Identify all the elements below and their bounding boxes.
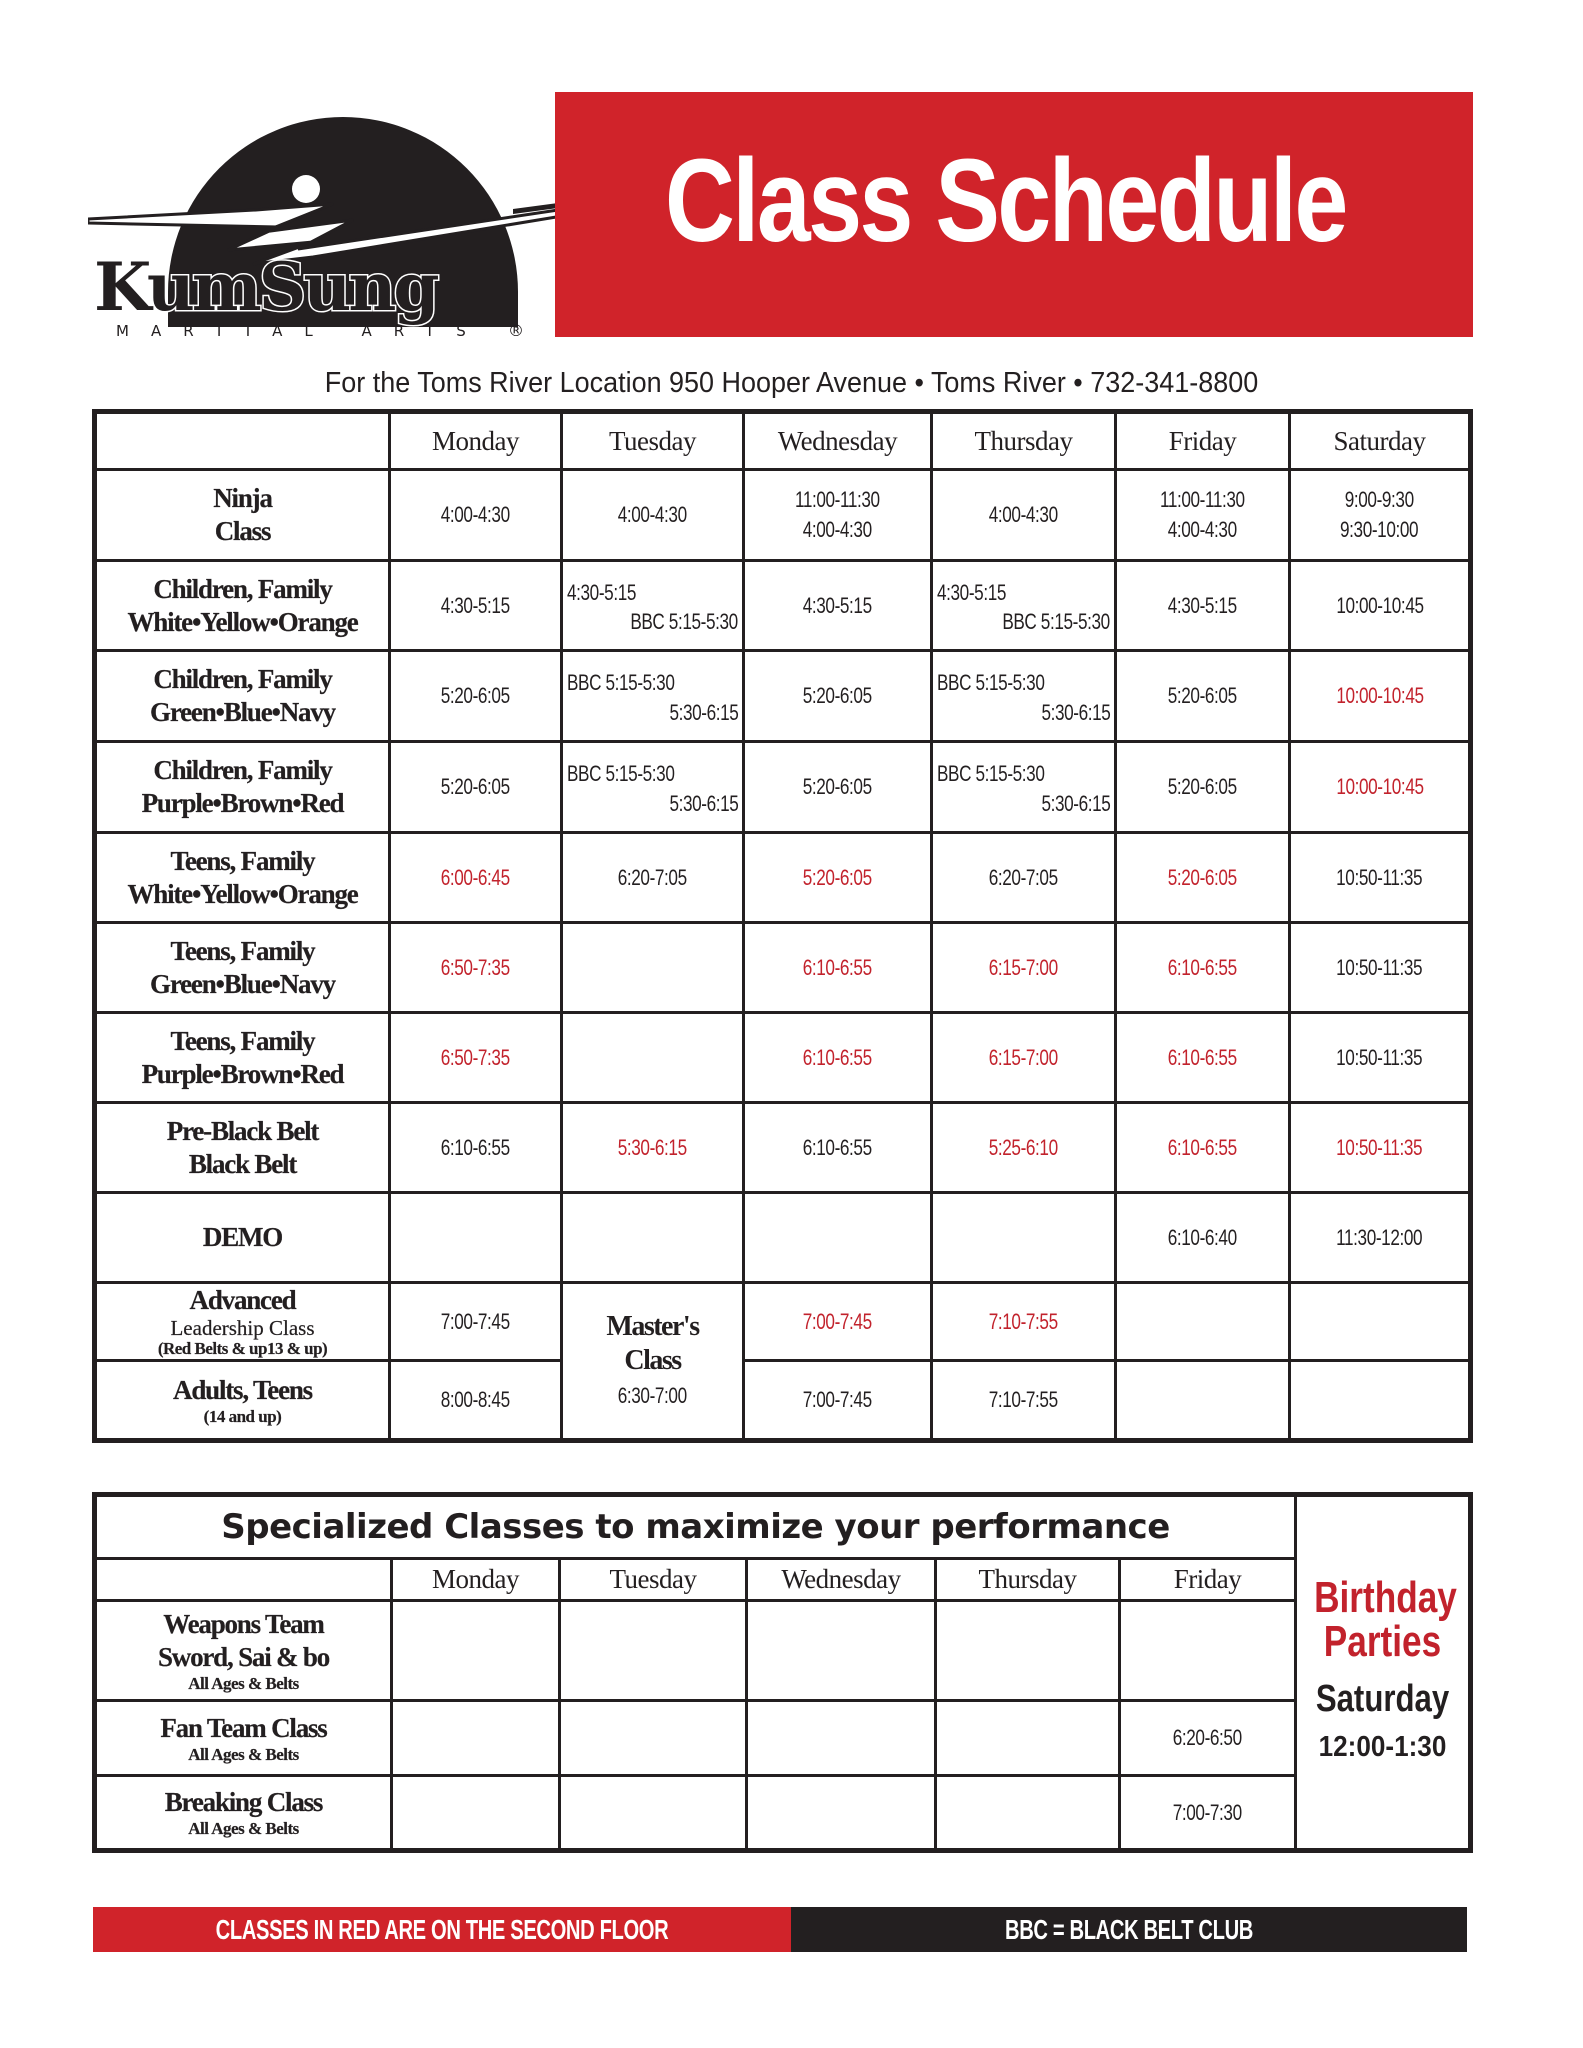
schedule-cell [932,1361,1116,1441]
schedule-cell [744,1361,932,1441]
second-floor-legend [93,1907,791,1952]
specialized-row-label [95,1601,392,1701]
specialized-cell [747,1601,936,1701]
split-cell [933,652,1114,740]
bbc-legend [791,1907,1467,1952]
schedule-cell [1290,1283,1471,1361]
time-slot: 7:00-7:45 [802,1308,873,1334]
class-label-line: Purple•Brown•Red [141,788,344,818]
schedule-cell [1290,742,1471,833]
class-label [95,470,390,561]
specialized-row-label [95,1701,392,1776]
class-label-line: Advanced [189,1285,296,1315]
day-header-row [95,412,1471,470]
class-label-line: Black Belt [188,1148,297,1179]
class-label [95,742,390,833]
class-label-line: Teens, Family [170,1025,315,1056]
schedule-cell [744,1013,932,1103]
split-cell [563,562,742,649]
time-slot: 4:00-4:30 [802,517,873,542]
schedule-cell [390,651,562,742]
time-slot: 6:20-7:05 [988,864,1059,890]
schedule-cell [1116,1193,1290,1283]
specialized-title: Specialized Classes to maximize your performance [95,1495,1296,1559]
time-slot: 5:30-6:15 [617,1134,688,1160]
schedule-cell [390,923,562,1013]
schedule-cell [1116,742,1290,833]
day-header-saturday: Saturday [1290,412,1471,470]
specialized-cell [560,1601,747,1701]
class-label-line: Adults, Teens [173,1374,312,1405]
time-slot: 4:30-5:15 [802,592,873,618]
class-label-line: Teens, Family [170,845,315,876]
class-label-line: Children, Family [153,755,332,785]
time-slot: 9:30-10:00 [1340,517,1419,542]
class-label-line: Children, Family [153,573,332,604]
class-label [95,833,390,923]
time-slot: 5:30-6:15 [1040,791,1110,816]
schedule-cell [1116,833,1290,923]
schedule-row [95,1361,1471,1441]
time-slot: 7:10-7:55 [988,1308,1059,1334]
specialized-day-thursday: Thursday [936,1559,1120,1601]
time-slot: BBC 5:15-5:30 [630,609,738,634]
time-slot: BBC 5:15-5:30 [937,670,1045,695]
specialized-row [95,1776,1471,1851]
time-slot: 6:15-7:00 [988,1044,1059,1070]
main-schedule-table [92,409,1473,1443]
schedule-cell [744,742,932,833]
time-slot: 6:10-6:55 [1167,1134,1238,1160]
schedule-cell [1116,1283,1290,1361]
schedule-row [95,561,1471,651]
specialized-cell [747,1701,936,1776]
class-label-line: Green•Blue•Navy [150,697,335,727]
corner-cell [95,412,390,470]
time-slot: 10:50-11:35 [1336,864,1423,890]
schedule-cell [744,1193,932,1283]
specialized-cell [936,1701,1120,1776]
time-slot: 7:10-7:55 [988,1387,1059,1412]
time-slot: 5:30-6:15 [668,791,738,816]
schedule-cell [932,651,1116,742]
class-label [95,1193,390,1283]
second-floor-legend-text: CLASSES IN RED ARE ON THE SECOND FLOOR [215,1914,669,1945]
schedule-cell [390,1193,562,1283]
class-label-line: White•Yellow•Orange [127,606,358,637]
label-note: All Ages & Belts [188,1744,299,1764]
schedule-cell [1116,1013,1290,1103]
schedule-cell [744,833,932,923]
schedule-cell [1290,923,1471,1013]
class-label-line: DEMO [202,1222,283,1252]
schedule-cell [1116,561,1290,651]
schedule-cell [390,833,562,923]
title-banner [555,92,1473,337]
time-slot: 10:50-11:35 [1336,1044,1423,1070]
time-slot: 5:20-6:05 [440,683,511,708]
masters-class-title: Class [624,1345,681,1376]
masters-class-time: 6:30-7:00 [617,1383,688,1408]
svg-text:®: ® [508,321,524,340]
time-slot: 6:10-6:55 [802,1134,873,1160]
time-slot: 4:30-5:15 [1167,592,1238,618]
specialized-day-tuesday: Tuesday [560,1559,747,1601]
birthday-day: Saturday [1315,1677,1450,1720]
class-label [95,561,390,651]
schedule-cell [390,742,562,833]
class-label [95,1361,390,1441]
specialized-cell [392,1776,560,1851]
time-slot: 5:20-6:05 [802,774,873,799]
specialized-row [95,1601,1471,1701]
class-label [95,1013,390,1103]
schedule-cell [932,1193,1116,1283]
schedule-cell [390,561,562,651]
schedule-cell [562,833,744,923]
split-cell [933,562,1114,649]
class-label-line: Leadership Class [170,1316,315,1340]
time-slot: 6:20-7:05 [617,864,688,890]
time-slot: 10:00-10:45 [1335,774,1424,799]
time-slot: 6:10-6:40 [1167,1224,1238,1250]
schedule-cell [744,470,932,561]
bbc-legend-text: BBC = BLACK BELT CLUB [1005,1914,1253,1945]
time-slot: 5:20-6:05 [1167,683,1238,708]
time-slot: 5:20-6:05 [440,774,511,799]
schedule-cell [562,561,744,651]
time-slot: 11:00-11:30 [795,487,880,512]
schedule-cell [562,1193,744,1283]
class-label [95,1103,390,1193]
time-slot: 5:20-6:05 [802,683,873,708]
specialized-day-friday: Friday [1120,1559,1296,1601]
schedule-cell [390,470,562,561]
schedule-cell [1290,651,1471,742]
time-slot: 4:30-5:15 [937,580,1007,605]
time-slot: 10:00-10:45 [1335,592,1424,618]
label-line: Weapons Team [163,1608,324,1639]
specialized-row-label [95,1776,392,1851]
schedule-cell [390,1283,562,1361]
time-slot: BBC 5:15-5:30 [937,761,1045,786]
schedule-cell [1116,1361,1290,1441]
schedule-cell [562,651,744,742]
specialized-corner-cell [95,1559,392,1601]
time-slot: 8:00-8:45 [440,1387,511,1412]
label-note: All Ages & Belts [188,1819,299,1838]
time-slot: 10:00-10:45 [1335,683,1424,708]
footer-legend [93,1907,1467,1952]
class-label-line: Pre-Black Belt [166,1115,319,1146]
location-address: For the Toms River Location 950 Hooper Avenue • Toms River • 732-341-8800 [324,367,1259,399]
schedule-cell [932,742,1116,833]
birthday-title-line2: Parties [1323,1616,1442,1666]
schedule-row [95,1013,1471,1103]
schedule-row [95,1193,1471,1283]
time-slot: BBC 5:15-5:30 [567,670,675,695]
label-line: Sword, Sai & bo [157,1641,330,1672]
day-header-thursday: Thursday [932,412,1116,470]
schedule-cell [744,1283,932,1361]
time-slot: 7:00-7:45 [440,1308,511,1334]
split-cell [933,743,1114,831]
schedule-cell [1116,651,1290,742]
schedule-cell [932,1013,1116,1103]
specialized-cell [747,1776,936,1851]
specialized-cell [936,1601,1120,1701]
day-header-friday: Friday [1116,412,1290,470]
birthday-title-line1: Birthday [1314,1572,1457,1622]
time-slot: 5:20-6:05 [802,864,873,890]
schedule-cell [744,651,932,742]
page-title: Class Schedule [665,135,1346,267]
schedule-cell [932,923,1116,1013]
schedule-cell [744,923,932,1013]
time-slot: 9:00-9:30 [1344,487,1415,512]
schedule-cell [932,561,1116,651]
schedule-cell [1290,1361,1471,1441]
class-label-line: White•Yellow•Orange [127,878,358,909]
time-slot: 7:00-7:30 [1172,1799,1243,1825]
label-note: All Ages & Belts [188,1673,299,1693]
specialized-cell [560,1701,747,1776]
specialized-cell [1120,1776,1296,1851]
time-slot: 6:10-6:55 [802,1044,873,1070]
schedule-cell [744,561,932,651]
schedule-cell [562,1013,744,1103]
schedule-cell [932,470,1116,561]
day-header-monday: Monday [390,412,562,470]
specialized-day-wednesday: Wednesday [747,1559,936,1601]
class-label-line: Children, Family [153,664,332,694]
class-label-line: Ninja [213,483,272,513]
time-slot: 6:50-7:35 [440,1044,511,1070]
time-slot: 7:00-7:45 [802,1387,873,1412]
class-label-line: Purple•Brown•Red [141,1058,344,1089]
schedule-cell [562,923,744,1013]
time-slot: 6:15-7:00 [988,954,1059,980]
split-cell [563,743,742,831]
time-slot: 4:30-5:15 [440,592,511,618]
birthday-time: 12:00-1:30 [1318,1730,1447,1763]
time-slot: 5:20-6:05 [1167,864,1238,890]
specialized-classes-table [92,1492,1473,1853]
class-label [95,923,390,1013]
schedule-cell [1290,833,1471,923]
specialized-row [95,1701,1471,1776]
schedule-cell [1290,561,1471,651]
schedule-cell [562,1103,744,1193]
schedule-cell [390,1013,562,1103]
time-slot: 5:25-6:10 [988,1134,1059,1160]
schedule-row [95,833,1471,923]
svg-text:MARTIAL ARTS: MARTIAL ARTS [116,322,488,340]
time-slot: 6:50-7:35 [440,954,511,980]
time-slot: 4:00-4:30 [1167,517,1238,542]
time-slot: 10:50-11:35 [1336,1134,1423,1160]
specialized-cell [560,1776,747,1851]
time-slot: 6:10-6:55 [1167,1044,1238,1070]
specialized-day-monday: Monday [392,1559,560,1601]
schedule-row [95,1283,1471,1361]
label-line: Fan Team Class [160,1712,327,1743]
specialized-cell [392,1701,560,1776]
schedule-cell [390,1103,562,1193]
specialized-cell [1120,1601,1296,1701]
specialized-cell [392,1601,560,1701]
schedule-cell [1290,1193,1471,1283]
time-slot: 4:00-4:30 [988,502,1059,527]
time-slot: 6:00-6:45 [440,864,511,890]
schedule-row [95,651,1471,742]
schedule-cell [1290,1013,1471,1103]
schedule-cell [932,833,1116,923]
time-slot: 4:30-5:15 [567,580,637,605]
schedule-cell [1116,1103,1290,1193]
schedule-cell [562,470,744,561]
svg-text:KumSung: KumSung [94,248,437,326]
time-slot: BBC 5:15-5:30 [1002,609,1110,634]
class-label [95,1283,390,1361]
specialized-day-header-row [95,1559,1471,1601]
day-header-tuesday: Tuesday [562,412,744,470]
schedule-cell [932,1283,1116,1361]
class-label-line: Teens, Family [170,935,315,966]
schedule-cell [1116,470,1290,561]
schedule-row [95,470,1471,561]
schedule-cell [744,1103,932,1193]
schedule-cell [1290,1103,1471,1193]
time-slot: 5:30-6:15 [1040,700,1110,725]
time-slot: 5:30-6:15 [668,700,738,725]
class-label-line: (Red Belts & up13 & up) [157,1339,328,1358]
masters-class-cell [562,1283,744,1441]
schedule-row [95,742,1471,833]
schedule-cell [932,1103,1116,1193]
time-slot: 5:20-6:05 [1167,774,1238,799]
masters-class-title: Master's [606,1311,699,1342]
schedule-cell [562,742,744,833]
schedule-row [95,923,1471,1013]
specialized-cell [936,1776,1120,1851]
time-slot: 6:20-6:50 [1172,1725,1243,1750]
time-slot: 6:10-6:55 [440,1134,511,1160]
birthday-parties-panel [1296,1495,1471,1851]
label-line: Breaking Class [164,1787,323,1817]
time-slot: 11:00-11:30 [1160,487,1245,512]
schedule-cell [390,1361,562,1441]
time-slot: BBC 5:15-5:30 [567,761,675,786]
schedule-cell [1290,470,1471,561]
class-label-line: Green•Blue•Navy [150,968,335,999]
class-label-line: (14 and up) [203,1406,282,1426]
schedule-cell [1116,923,1290,1013]
schedule-row [95,1103,1471,1193]
time-slot: 10:50-11:35 [1336,954,1423,980]
time-slot: 6:10-6:55 [802,954,873,980]
class-label-line: Class [214,516,271,546]
time-slot: 6:10-6:55 [1167,954,1238,980]
time-slot: 4:00-4:30 [617,502,688,527]
time-slot: 4:00-4:30 [440,502,511,527]
specialized-cell [1120,1701,1296,1776]
day-header-wednesday: Wednesday [744,412,932,470]
split-cell [563,652,742,740]
time-slot: 11:30-12:00 [1336,1224,1423,1250]
class-label [95,651,390,742]
